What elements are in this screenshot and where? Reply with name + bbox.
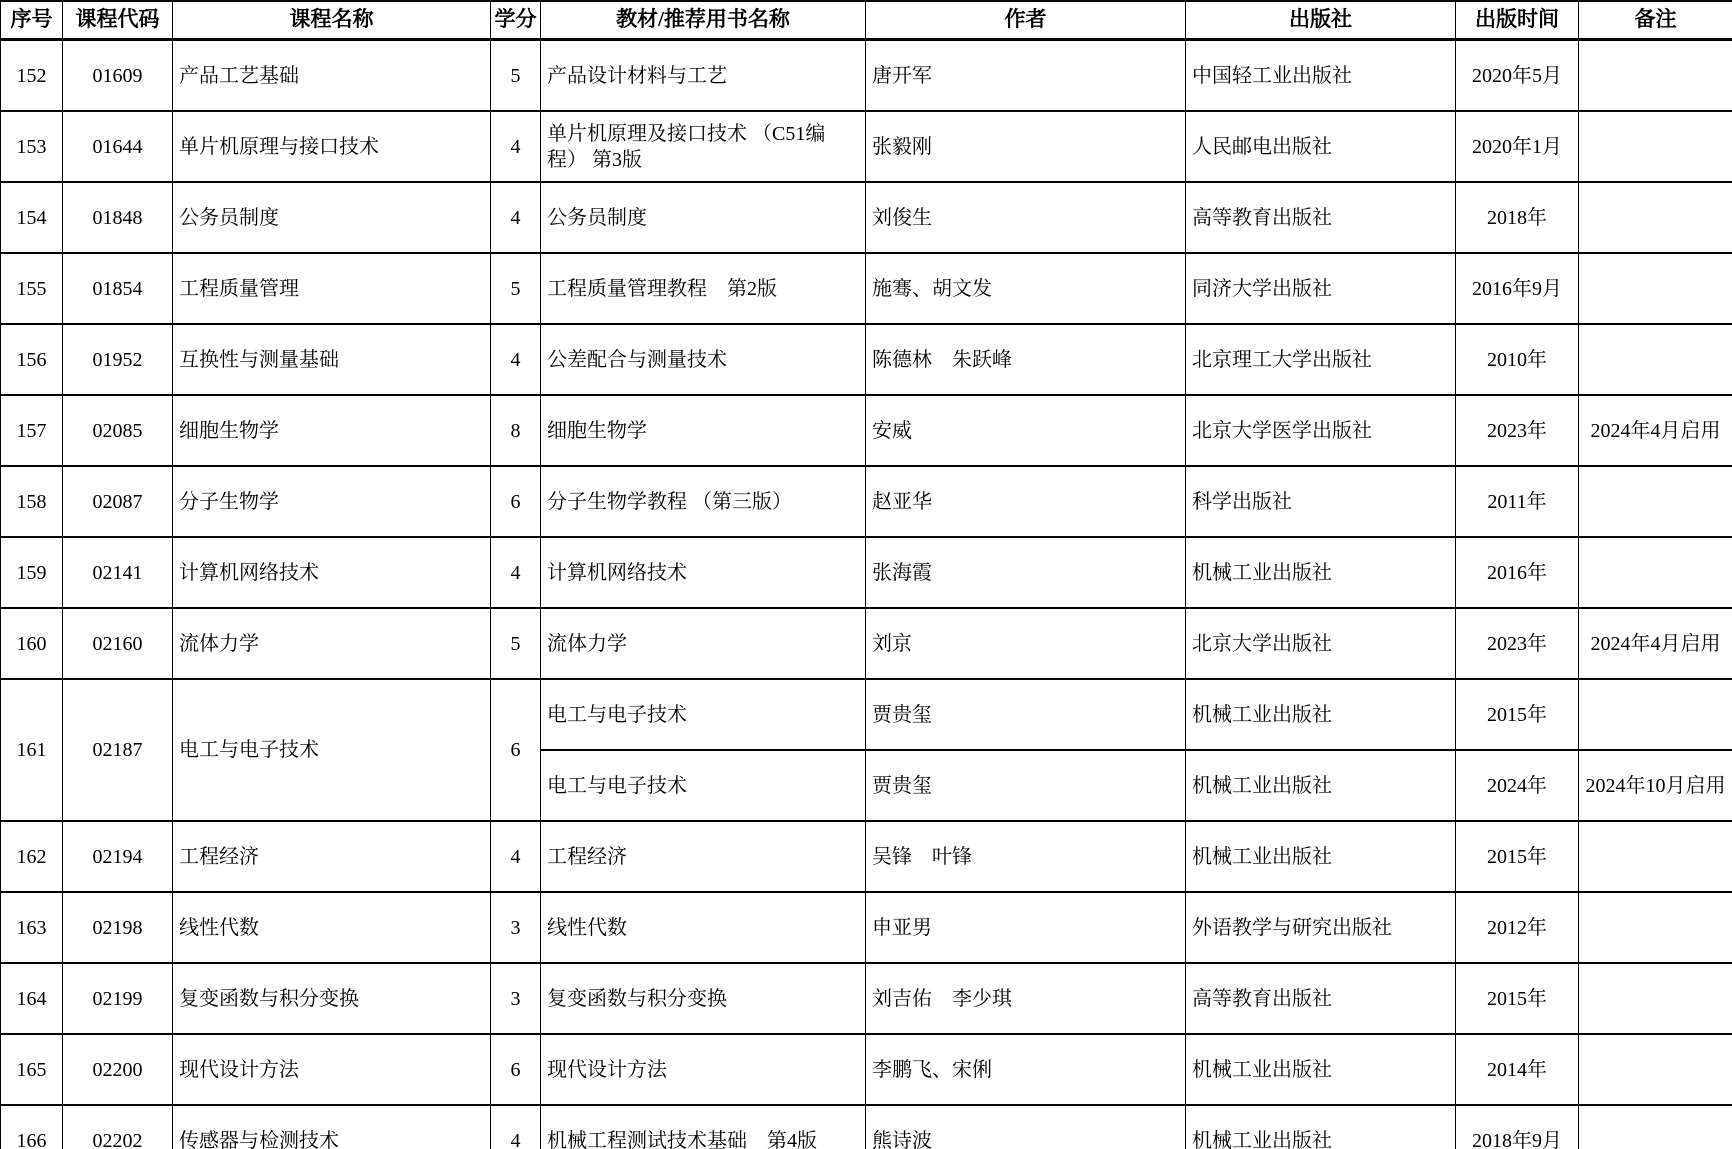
course-name-cell: 线性代数 bbox=[173, 892, 491, 963]
author-cell: 贾贵玺 bbox=[866, 750, 1186, 821]
serial-cell: 165 bbox=[1, 1034, 63, 1105]
author-cell: 陈德林 朱跃峰 bbox=[866, 324, 1186, 395]
table-row bbox=[1, 608, 1732, 679]
course-code-cell: 01952 bbox=[63, 324, 173, 395]
author-cell: 施骞、胡文发 bbox=[866, 253, 1186, 324]
pub-date-cell: 2010年 bbox=[1456, 324, 1579, 395]
course-code-cell: 02187 bbox=[63, 679, 173, 821]
course-name-cell: 细胞生物学 bbox=[173, 395, 491, 466]
course-code-cell: 01644 bbox=[63, 111, 173, 182]
course-name-cell: 现代设计方法 bbox=[173, 1034, 491, 1105]
pub-date-cell: 2012年 bbox=[1456, 892, 1579, 963]
course-name-cell: 传感器与检测技术 bbox=[173, 1105, 491, 1149]
author-cell: 申亚男 bbox=[866, 892, 1186, 963]
pub-date-cell: 2023年 bbox=[1456, 608, 1579, 679]
course-code-cell: 02141 bbox=[63, 537, 173, 608]
header-serial: 序号 bbox=[1, 1, 63, 40]
textbook-title-cell: 复变函数与积分变换 bbox=[541, 963, 866, 1034]
publisher-cell: 科学出版社 bbox=[1186, 466, 1456, 537]
publisher-cell: 机械工业出版社 bbox=[1186, 750, 1456, 821]
course-name-cell: 单片机原理与接口技术 bbox=[173, 111, 491, 182]
publisher-cell: 高等教育出版社 bbox=[1186, 182, 1456, 253]
table-row bbox=[1, 821, 1732, 892]
publisher-cell: 机械工业出版社 bbox=[1186, 821, 1456, 892]
credits-cell: 8 bbox=[491, 395, 541, 466]
publisher-cell: 同济大学出版社 bbox=[1186, 253, 1456, 324]
publisher-cell: 机械工业出版社 bbox=[1186, 1034, 1456, 1105]
pub-date-cell: 2016年 bbox=[1456, 537, 1579, 608]
header-textbook-name: 教材/推荐用书名称 bbox=[541, 1, 866, 40]
textbook-title-cell: 单片机原理及接口技术 （C51编程） 第3版 bbox=[541, 111, 866, 182]
pub-date-cell: 2020年5月 bbox=[1456, 40, 1579, 112]
header-remark: 备注 bbox=[1579, 1, 1732, 40]
pub-date-cell: 2024年 bbox=[1456, 750, 1579, 821]
textbook-title-cell: 现代设计方法 bbox=[541, 1034, 866, 1105]
textbook-title-cell: 流体力学 bbox=[541, 608, 866, 679]
course-name-cell: 工程质量管理 bbox=[173, 253, 491, 324]
remark-cell bbox=[1579, 466, 1732, 537]
course-code-cell: 02198 bbox=[63, 892, 173, 963]
textbook-title-cell: 线性代数 bbox=[541, 892, 866, 963]
serial-cell: 152 bbox=[1, 40, 63, 112]
author-cell: 刘吉佑 李少琪 bbox=[866, 963, 1186, 1034]
table-row bbox=[1, 1105, 1732, 1149]
textbook-title-cell: 计算机网络技术 bbox=[541, 537, 866, 608]
course-code-cell: 02160 bbox=[63, 608, 173, 679]
credits-cell: 3 bbox=[491, 892, 541, 963]
serial-cell: 160 bbox=[1, 608, 63, 679]
table-row bbox=[1, 892, 1732, 963]
course-code-cell: 02087 bbox=[63, 466, 173, 537]
serial-cell: 153 bbox=[1, 111, 63, 182]
serial-cell: 162 bbox=[1, 821, 63, 892]
course-name-cell: 工程经济 bbox=[173, 821, 491, 892]
publisher-cell: 机械工业出版社 bbox=[1186, 1105, 1456, 1149]
serial-cell: 161 bbox=[1, 679, 63, 821]
textbook-title-cell: 公务员制度 bbox=[541, 182, 866, 253]
remark-cell bbox=[1579, 1034, 1732, 1105]
publisher-cell: 中国轻工业出版社 bbox=[1186, 40, 1456, 112]
course-code-cell: 02085 bbox=[63, 395, 173, 466]
course-code-cell: 02202 bbox=[63, 1105, 173, 1149]
table-row bbox=[1, 679, 1732, 750]
textbook-title-cell: 电工与电子技术 bbox=[541, 679, 866, 750]
textbook-title-cell: 工程质量管理教程 第2版 bbox=[541, 253, 866, 324]
textbook-title-cell: 工程经济 bbox=[541, 821, 866, 892]
table-row bbox=[1, 40, 1732, 112]
author-cell: 唐开军 bbox=[866, 40, 1186, 112]
course-name-cell: 电工与电子技术 bbox=[173, 679, 491, 821]
table-header bbox=[1, 1, 1732, 40]
course-code-cell: 02200 bbox=[63, 1034, 173, 1105]
course-name-cell: 产品工艺基础 bbox=[173, 40, 491, 112]
remark-cell bbox=[1579, 963, 1732, 1034]
header-credits: 学分 bbox=[491, 1, 541, 40]
textbook-title-cell: 机械工程测试技术基础 第4版 bbox=[541, 1105, 866, 1149]
credits-cell: 4 bbox=[491, 324, 541, 395]
publisher-cell: 北京大学医学出版社 bbox=[1186, 395, 1456, 466]
pub-date-cell: 2023年 bbox=[1456, 395, 1579, 466]
credits-cell: 4 bbox=[491, 537, 541, 608]
pub-date-cell: 2015年 bbox=[1456, 821, 1579, 892]
remark-cell bbox=[1579, 892, 1732, 963]
author-cell: 熊诗波 bbox=[866, 1105, 1186, 1149]
credits-cell: 6 bbox=[491, 1034, 541, 1105]
table-row bbox=[1, 537, 1732, 608]
serial-cell: 157 bbox=[1, 395, 63, 466]
table-row bbox=[1, 963, 1732, 1034]
course-name-cell: 公务员制度 bbox=[173, 182, 491, 253]
pub-date-cell: 2014年 bbox=[1456, 1034, 1579, 1105]
credits-cell: 6 bbox=[491, 679, 541, 821]
publisher-cell: 高等教育出版社 bbox=[1186, 963, 1456, 1034]
pub-date-cell: 2016年9月 bbox=[1456, 253, 1579, 324]
header-row bbox=[1, 1, 1732, 40]
textbook-title-cell: 分子生物学教程 （第三版） bbox=[541, 466, 866, 537]
publisher-cell: 人民邮电出版社 bbox=[1186, 111, 1456, 182]
remark-cell bbox=[1579, 324, 1732, 395]
credits-cell: 6 bbox=[491, 466, 541, 537]
remark-cell bbox=[1579, 537, 1732, 608]
credits-cell: 5 bbox=[491, 253, 541, 324]
serial-cell: 166 bbox=[1, 1105, 63, 1149]
remark-cell bbox=[1579, 182, 1732, 253]
author-cell: 李鹏飞、宋俐 bbox=[866, 1034, 1186, 1105]
course-name-cell: 流体力学 bbox=[173, 608, 491, 679]
author-cell: 张海霞 bbox=[866, 537, 1186, 608]
author-cell: 刘京 bbox=[866, 608, 1186, 679]
table-row bbox=[1, 466, 1732, 537]
credits-cell: 4 bbox=[491, 111, 541, 182]
header-course-code: 课程代码 bbox=[63, 1, 173, 40]
author-cell: 安威 bbox=[866, 395, 1186, 466]
remark-cell bbox=[1579, 821, 1732, 892]
pub-date-cell: 2011年 bbox=[1456, 466, 1579, 537]
table-row bbox=[1, 111, 1732, 182]
credits-cell: 4 bbox=[491, 821, 541, 892]
author-cell: 刘俊生 bbox=[866, 182, 1186, 253]
textbook-title-cell: 细胞生物学 bbox=[541, 395, 866, 466]
header-author: 作者 bbox=[866, 1, 1186, 40]
course-code-cell: 01854 bbox=[63, 253, 173, 324]
credits-cell: 5 bbox=[491, 608, 541, 679]
publisher-cell: 北京大学出版社 bbox=[1186, 608, 1456, 679]
author-cell: 张毅刚 bbox=[866, 111, 1186, 182]
remark-cell: 2024年10月启用 bbox=[1579, 750, 1732, 821]
remark-cell: 2024年4月启用 bbox=[1579, 395, 1732, 466]
publisher-cell: 机械工业出版社 bbox=[1186, 537, 1456, 608]
textbook-title-cell: 公差配合与测量技术 bbox=[541, 324, 866, 395]
pub-date-cell: 2018年 bbox=[1456, 182, 1579, 253]
credits-cell: 4 bbox=[491, 1105, 541, 1149]
course-code-cell: 02194 bbox=[63, 821, 173, 892]
serial-cell: 159 bbox=[1, 537, 63, 608]
course-code-cell: 02199 bbox=[63, 963, 173, 1034]
header-pub-date: 出版时间 bbox=[1456, 1, 1579, 40]
serial-cell: 154 bbox=[1, 182, 63, 253]
pub-date-cell: 2018年9月 bbox=[1456, 1105, 1579, 1149]
credits-cell: 4 bbox=[491, 182, 541, 253]
remark-cell: 2024年4月启用 bbox=[1579, 608, 1732, 679]
serial-cell: 164 bbox=[1, 963, 63, 1034]
pub-date-cell: 2020年1月 bbox=[1456, 111, 1579, 182]
course-code-cell: 01609 bbox=[63, 40, 173, 112]
pub-date-cell: 2015年 bbox=[1456, 963, 1579, 1034]
serial-cell: 156 bbox=[1, 324, 63, 395]
credits-cell: 5 bbox=[491, 40, 541, 112]
table-row bbox=[1, 395, 1732, 466]
table-row bbox=[1, 253, 1732, 324]
header-publisher: 出版社 bbox=[1186, 1, 1456, 40]
textbook-title-cell: 电工与电子技术 bbox=[541, 750, 866, 821]
table-row bbox=[1, 1034, 1732, 1105]
remark-cell bbox=[1579, 1105, 1732, 1149]
remark-cell bbox=[1579, 111, 1732, 182]
remark-cell bbox=[1579, 679, 1732, 750]
pub-date-cell: 2015年 bbox=[1456, 679, 1579, 750]
author-cell: 赵亚华 bbox=[866, 466, 1186, 537]
course-name-cell: 互换性与测量基础 bbox=[173, 324, 491, 395]
table-body bbox=[1, 40, 1732, 1149]
publisher-cell: 外语教学与研究出版社 bbox=[1186, 892, 1456, 963]
header-course-name: 课程名称 bbox=[173, 1, 491, 40]
course-name-cell: 分子生物学 bbox=[173, 466, 491, 537]
course-name-cell: 复变函数与积分变换 bbox=[173, 963, 491, 1034]
remark-cell bbox=[1579, 253, 1732, 324]
publisher-cell: 北京理工大学出版社 bbox=[1186, 324, 1456, 395]
serial-cell: 158 bbox=[1, 466, 63, 537]
textbook-title-cell: 产品设计材料与工艺 bbox=[541, 40, 866, 112]
author-cell: 贾贵玺 bbox=[866, 679, 1186, 750]
author-cell: 吴锋 叶锋 bbox=[866, 821, 1186, 892]
remark-cell bbox=[1579, 40, 1732, 112]
course-code-cell: 01848 bbox=[63, 182, 173, 253]
credits-cell: 3 bbox=[491, 963, 541, 1034]
serial-cell: 155 bbox=[1, 253, 63, 324]
course-name-cell: 计算机网络技术 bbox=[173, 537, 491, 608]
publisher-cell: 机械工业出版社 bbox=[1186, 679, 1456, 750]
serial-cell: 163 bbox=[1, 892, 63, 963]
table-row bbox=[1, 324, 1732, 395]
table-row bbox=[1, 182, 1732, 253]
